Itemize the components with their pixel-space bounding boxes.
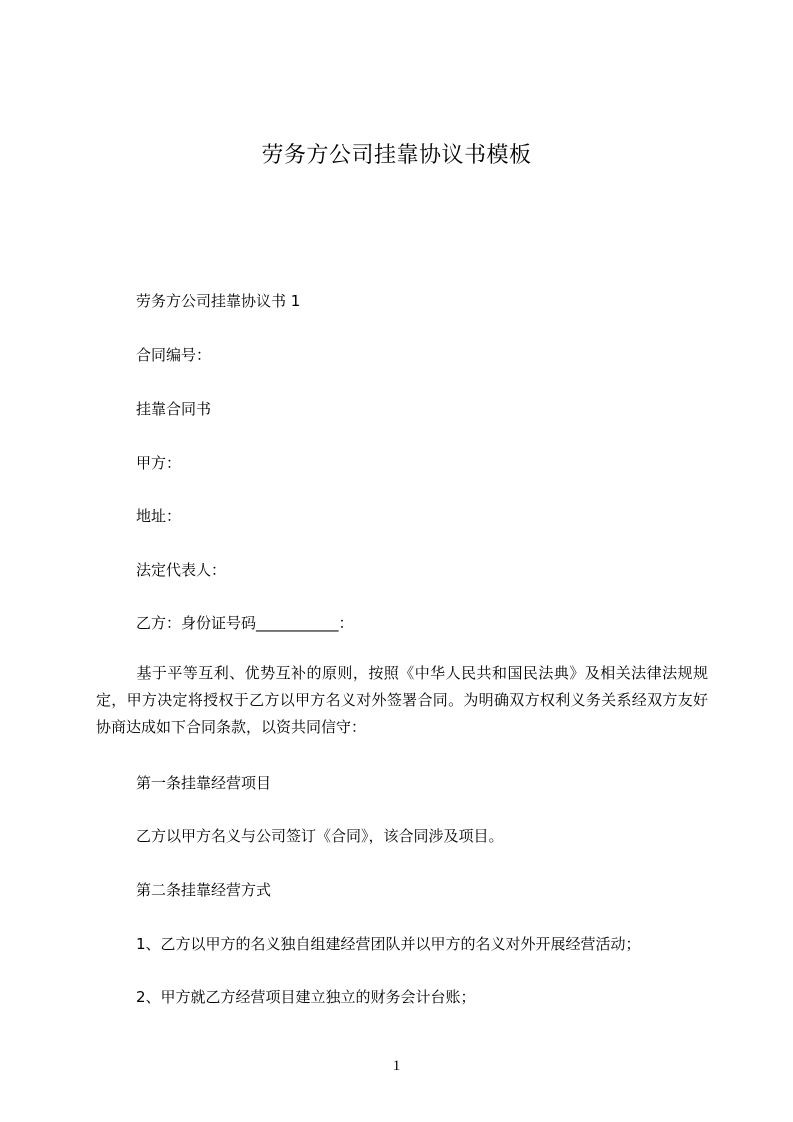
contract-subtitle: 挂靠合同书 <box>136 400 212 418</box>
clause-1-heading: 第一条挂靠经营项目 <box>136 774 272 792</box>
clause-1-body: 乙方以甲方名义与公司签订《合同》，该合同涉及项目。 <box>136 827 504 845</box>
address-label: 地址： <box>136 507 182 525</box>
clause-2-item-2: 2、甲方就乙方经营项目建立独立的财务会计台账； <box>136 988 476 1006</box>
page-number: 1 <box>392 1058 401 1074</box>
contract-number-label: 合同编号： <box>136 346 212 364</box>
clause-2-item-1: 1、乙方以甲方的名义独自组建经营团队并以甲方的名义对外开展经营活动； <box>136 935 641 953</box>
document-title: 劳务方公司挂靠协议书模板 <box>261 143 532 168</box>
legal-representative-label: 法定代表人： <box>136 561 227 579</box>
agreement-heading: 劳务方公司挂靠协议书 1 <box>136 292 301 310</box>
intro-paragraph-text: 基于平等互利、优势互补的原则，按照《中华人民共和国民法典》及相关法律法规规定，甲方决定将授权于乙方以甲方名义对外签署合同。为明确双方权利义务关系经双方友好协商达成如下合同条款，以资共同信守： <box>96 664 708 736</box>
clause-2-heading: 第二条挂靠经营方式 <box>136 881 272 899</box>
party-a-label: 甲方： <box>136 454 182 472</box>
intro-paragraph <box>96 660 708 741</box>
party-b-id-label: 乙方：身份证号码___________： <box>136 614 354 632</box>
